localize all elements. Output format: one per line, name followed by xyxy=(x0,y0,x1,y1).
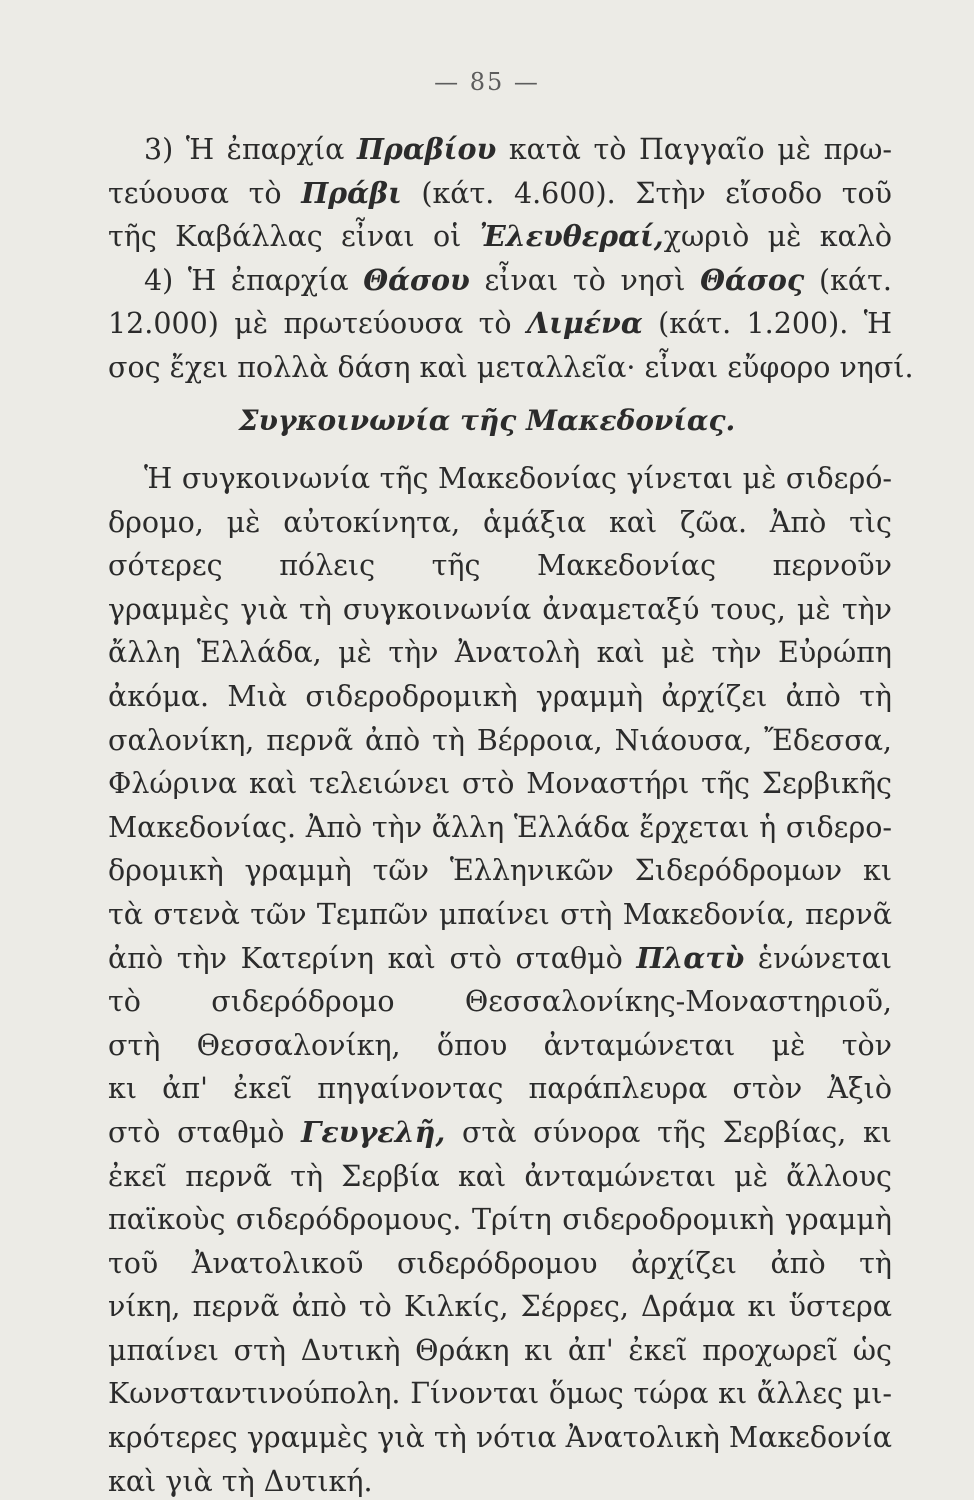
place-name-thasos: Θάσος xyxy=(700,262,805,297)
text-line: ἐκεῖ περνᾶ τὴ Σερβία καὶ ἀνταμώνεται μὲ ἄλλους xyxy=(108,1159,892,1193)
text-line: σος ἔχει πολλὰ δάση καὶ μεταλλεῖα· εἶναι εὔφορο νησί. xyxy=(108,350,914,384)
text-line: τὰ στενὰ τῶν Τεμπῶν μπαίνει στὴ Μακεδονία, περνᾶ xyxy=(108,897,892,931)
place-name-limena: Λιμένα xyxy=(526,306,643,341)
text-line: Ἡ συγκοινωνία τῆς Μακεδονίας γίνεται μὲ σιδερό- xyxy=(144,462,892,495)
text-line: κρότερες γραμμὲς γιὰ τὴ νότια Ἀνατολικὴ Μακεδονία xyxy=(108,1421,892,1455)
page-number: — 85 — xyxy=(434,68,540,96)
place-name-platy: Πλατὺ xyxy=(636,940,745,975)
text-line: τεύουσα τὸ Πράβι (κάτ. 4.600). Στὴν εἴσοδο τοῦ xyxy=(108,175,892,210)
text-line: κι ἀπ' ἐκεῖ πηγαίνοντας παράπλευρα στὸν Ἀξιὸ xyxy=(108,1072,892,1106)
provinces-paragraphs xyxy=(108,128,914,390)
text-line: 4) Ἡ ἐπαρχία Θάσου εἶναι τὸ νησὶ Θάσος (κάτ. xyxy=(144,262,892,297)
place-name-pravi: Πράβι xyxy=(301,175,402,210)
text-line: τὸ σιδερόδρομο Θεσσαλονίκης-Μοναστηριοῦ, xyxy=(108,985,892,1019)
text-line: παϊκοὺς σιδερόδρομους. Τρίτη σιδεροδρομικὴ γραμμὴ xyxy=(108,1203,892,1237)
text-line: γραμμὲς γιὰ τὴ συγκοινωνία ἀναμεταξύ τους, μὲ τὴν xyxy=(108,592,892,626)
text-line: δρομικὴ γραμμὴ τῶν Ἑλληνικῶν Σιδερόδρομων κι xyxy=(108,854,892,888)
text-line: Κωνσταντινούπολη. Γίνονται ὅμως τώρα κι ἄλλες μι- xyxy=(108,1377,892,1411)
text-line: μπαίνει στὴ Δυτικὴ Θράκη κι ἀπ' ἐκεῖ προχωρεῖ ὡς xyxy=(108,1333,892,1367)
text-line: στὸ σταθμὸ Γευγελῆ, στὰ σύνορα τῆς Σερβίας, κι xyxy=(108,1114,892,1149)
place-name-gevgeli: Γευγελῆ, xyxy=(301,1114,446,1149)
text-line: Φλώρινα καὶ τελειώνει στὸ Μοναστήρι τῆς Σερβικῆς xyxy=(108,767,892,801)
text-line: σότερες πόλεις τῆς Μακεδονίας περνοῦν xyxy=(108,549,892,583)
text-line: στὴ Θεσσαλονίκη, ὅπου ἀνταμώνεται μὲ τὸν xyxy=(108,1028,892,1062)
text-line: νίκη, περνᾶ ἀπὸ τὸ Κιλκίς, Σέρρες, Δράμα κι ὕστερα xyxy=(108,1290,892,1324)
text-line: ἀκόμα. Μιὰ σιδεροδρομικὴ γραμμὴ ἀρχίζει ἀπὸ τὴ xyxy=(108,679,892,713)
text-line: τῆς Καβάλλας εἶναι οἱ Ἐλευθεραί,χωριὸ μὲ καλὸ xyxy=(108,219,892,254)
place-name-thasos-province: Θάσου xyxy=(363,262,470,297)
text-line: σαλονίκη, περνᾶ ἀπὸ τὴ Βέρροια, Νιάουσα, Ἔδεσσα, xyxy=(108,723,892,757)
place-name-eleftherai: Ἐλευθεραί, xyxy=(479,219,664,254)
communication-paragraph xyxy=(108,457,892,1500)
text-line: 3) Ἡ ἐπαρχία Πραβίου κατὰ τὸ Παγγαῖο μὲ πρω- xyxy=(144,132,892,166)
text-line: Μακεδονίας. Ἀπὸ τὴν ἄλλη Ἑλλάδα ἔρχεται ἡ σιδερο- xyxy=(108,810,892,844)
text-line: καὶ γιὰ τὴ Δυτική. xyxy=(108,1464,373,1498)
text-line: 12.000) μὲ πρωτεύουσα τὸ Λιμένα (κάτ. 1.200). Ἡ xyxy=(108,306,892,341)
section-heading: Συγκοινωνία τῆς Μακεδονίας. xyxy=(238,404,736,437)
place-name-pravi-province: Πραβίου xyxy=(356,132,497,166)
text-line: δρομο, μὲ αὐτοκίνητα, ἁμάξια καὶ ζῶα. Ἀπὸ τὶς xyxy=(108,505,892,539)
text-line: ἀπὸ τὴν Κατερίνη καὶ στὸ σταθμὸ Πλατὺ ἑνώνεται xyxy=(108,940,892,975)
text-line: τοῦ Ἀνατολικοῦ σιδερόδρομου ἀρχίζει ἀπὸ τὴ xyxy=(108,1246,892,1280)
text-line: ἄλλη Ἑλλάδα, μὲ τὴν Ἀνατολὴ καὶ μὲ τὴν Εὐρώπη xyxy=(108,636,892,670)
